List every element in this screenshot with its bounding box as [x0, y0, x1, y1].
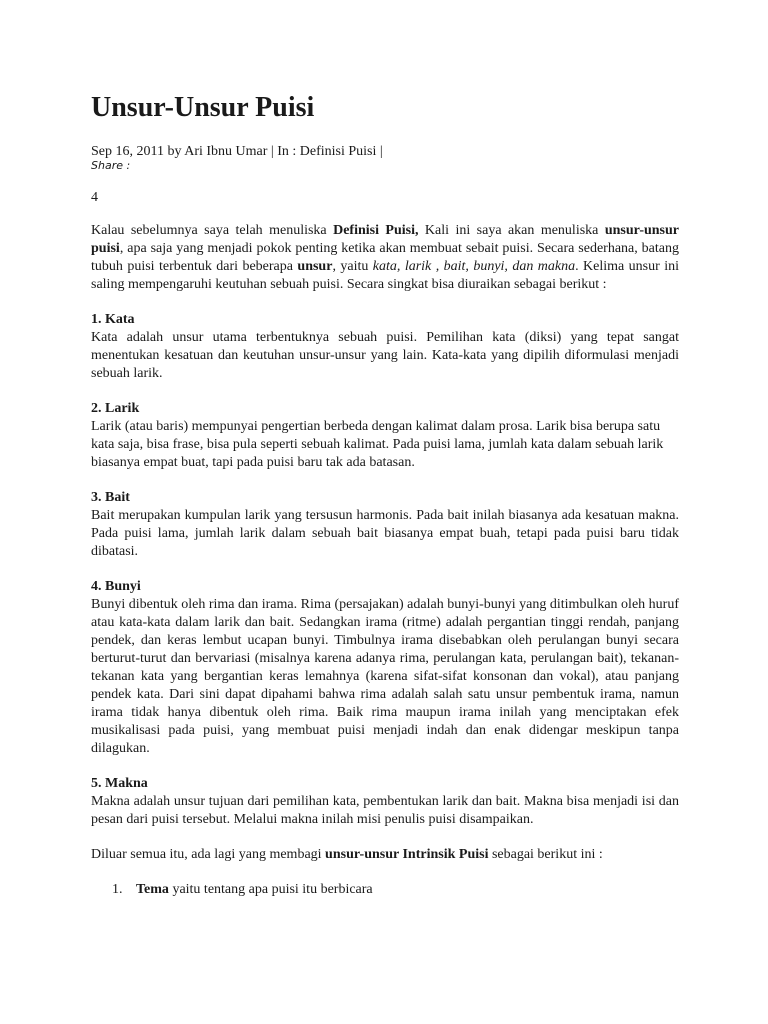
elements-italic: kata, larik , bait, bunyi, dan makna: [372, 259, 576, 274]
intro-text-5: . Kelima unsur ini saling mempengaruhi keutuhan sebuah puisi. Secara singkat bisa diuraikan sebagai berikut :: [91, 259, 679, 292]
intro-paragraph: [91, 222, 679, 294]
section-body: Larik (atau baris) mempunyai pengertian berbeda dengan kalimat dalam prosa. Larik bisa berupa satu kata saja, bisa frase, bisa pula seperti sebuah kalimat. Pada puisi lama, jumlah kata dalam sebuah larik biasanya empat buat, tapi pada puisi baru tak ada batasan.: [91, 419, 664, 470]
section-bunyi: [91, 578, 679, 758]
section-kata: [91, 311, 679, 383]
section-body: Makna adalah unsur tujuan dari pemilihan kata, pembentukan larik dan bait. Makna bisa menjadi isi dan pesan dari puisi tersebut. Melalui makna inilah misi penulis puisi disampaikan.: [91, 794, 679, 827]
section-body: Kata adalah unsur utama terbentuknya sebuah puisi. Pemilihan kata (diksi) yang tepat sangat menentukan kesatuan dan keutuhan unsur-unsur yang lain. Kata-kata yang dipilih diformulasi menjadi sebuah larik.: [91, 330, 679, 381]
list-text: yaitu tentang apa puisi itu berbicara: [168, 882, 373, 897]
section-heading: 2. Larik: [91, 401, 140, 416]
section-body: Bunyi dibentuk oleh rima dan irama. Rima (persajakan) adalah bunyi-bunyi yang ditimbulkan oleh huruf atau kata-kata dalam larik dan bait. Sedangkan irama (ritme) adalah pergantian tinggi rendah, panjang pendek, dan keras lembut ucapan bunyi. Timbulnya irama disebabkan oleh perulangan bunyi secara berturut-turut dan bervariasi (misalnya karena adanya rima, perulangan kata, perulangan bait), tekanan-tekanan kata yang bergantian keras lemahnya (karena sifat-sifat konsonan dan vokal), atau panjang pendek kata. Dari sini dapat dipahami bahwa rima adalah salah satu unsur pembentuk irama, namun irama tidak hanya dibentuk oleh rima. Baik rima maupun irama inilah yang menciptakan efek musikalisasi pada puisi, yang membuat puisi menjadi indah dan enak didengar meskipun tanpa dilagukan.: [91, 597, 679, 756]
list-term: Tema: [136, 882, 169, 897]
closing-paragraph: [91, 846, 679, 864]
unsur-emphasis: unsur: [297, 259, 333, 274]
intro-text-1: Kalau sebelumnya saya telah menuliska: [91, 223, 334, 238]
unsur-puisi-emphasis: unsur-unsur puisi: [91, 223, 679, 256]
page-title: Unsur-Unsur Puisi: [91, 92, 315, 123]
intro-text-4: , yaitu: [332, 259, 373, 274]
section-heading: 5. Makna: [91, 776, 148, 791]
section-heading: 4. Bunyi: [91, 579, 141, 594]
intrinsik-emphasis: unsur-unsur Intrinsik Puisi: [325, 847, 489, 862]
closing-text-2: sebagai berikut ini :: [488, 847, 603, 862]
list-item: [91, 881, 679, 899]
closing-text-1: Diluar semua itu, ada lagi yang membagi: [91, 847, 326, 862]
list-number: 1.: [112, 882, 123, 897]
definisi-puisi-link-text: Definisi Puisi,: [333, 223, 419, 238]
section-heading: 1. Kata: [91, 312, 135, 327]
section-bait: [91, 489, 679, 561]
intro-text-3: , apa saja yang menjadi pokok penting ketika akan membuat sebait puisi. Secara sederhana, batang tubuh puisi terbentuk dari beberapa: [91, 241, 679, 274]
post-meta: Sep 16, 2011 by Ari Ibnu Umar | In : Definisi Puisi |: [91, 144, 383, 159]
share-label: Share :: [91, 159, 131, 172]
section-body: Bait merupakan kumpulan larik yang tersusun harmonis. Pada bait inilah biasanya ada kesatuan makna. Pada puisi lama, jumlah larik dalam sebuah bait biasanya empat buah, tetapi pada puisi baru tidak dibatasi.: [91, 508, 679, 559]
section-larik: [91, 400, 679, 472]
intrinsic-list: [91, 881, 679, 899]
intro-text-2: Kali ini saya akan menuliska: [418, 223, 605, 238]
section-heading: 3. Bait: [91, 490, 130, 505]
share-count: 4: [91, 190, 98, 205]
article-body: [91, 222, 679, 899]
section-makna: [91, 775, 679, 829]
